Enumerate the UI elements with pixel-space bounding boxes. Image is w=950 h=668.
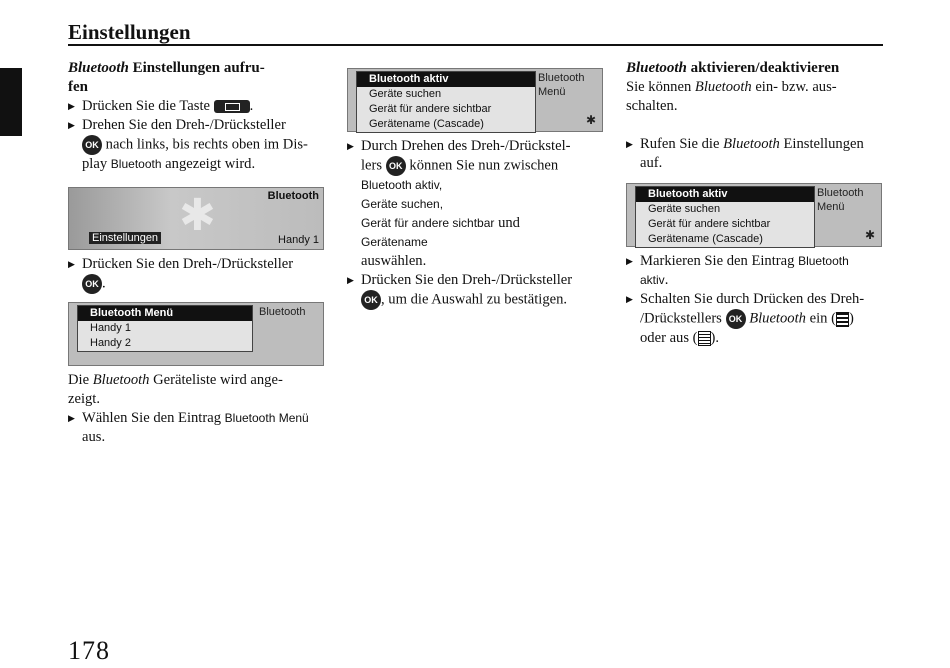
- lcd-settings-menu-2: [626, 183, 882, 247]
- menu-title: Bluetooth Menü: [78, 306, 252, 321]
- list-item: Geräte suchen: [369, 88, 442, 100]
- list-item: Gerät für andere sichtbar: [369, 103, 492, 115]
- menu-list: [356, 71, 536, 133]
- lcd-title: Bluetooth: [267, 190, 319, 202]
- column-3: [626, 59, 883, 173]
- lcd-handy-label: Handy 1: [278, 234, 319, 246]
- menu-list: [635, 186, 815, 248]
- column-1: [68, 59, 324, 174]
- paragraph-devices: Die Bluetooth Geräteliste wird ange- zeigt.: [68, 372, 283, 407]
- chapter-marker: [0, 68, 22, 136]
- step-4: ▶ Wählen Sie den Eintrag Bluetooth Menü aus.: [68, 409, 324, 447]
- lcd-bluetooth-screen: [68, 187, 324, 250]
- section-heading-1: Bluetooth Einstellungen aufru- fen: [68, 60, 265, 95]
- ok-knob-icon: OK: [361, 290, 381, 310]
- column-2: [347, 137, 603, 310]
- ok-knob-icon: OK: [82, 274, 102, 294]
- bluetooth-icon: ✱: [864, 228, 875, 242]
- list-item: Gerätename (Cascade): [369, 118, 484, 130]
- list-item: Geräte suchen: [648, 203, 721, 215]
- column-3b: [626, 252, 883, 348]
- bluetooth-logo-icon: ✱: [179, 191, 216, 240]
- info-key-icon: [214, 100, 250, 113]
- page-title: Einstellungen: [68, 20, 191, 44]
- list-item: Handy 2: [90, 337, 131, 349]
- ok-knob-icon: OK: [386, 156, 406, 176]
- menu-list: [77, 305, 253, 352]
- ok-knob-icon: OK: [726, 309, 746, 329]
- step-select: ▶ Durch Drehen des Dreh-/Drückstel- lers OK können Sie nun zwischen Bluetooth aktiv, Geräte suchen, Gerät für andere sichtbar und Gerätename auswählen.: [347, 137, 603, 271]
- lcd-side-label: Bluetooth Menü: [538, 72, 585, 98]
- lcd-side-label: Bluetooth Menü: [817, 187, 864, 213]
- checkbox-on-icon: [836, 312, 849, 327]
- header-rule: [68, 44, 883, 46]
- lcd-side-label: Bluetooth: [259, 306, 306, 318]
- column-1b: [68, 255, 324, 294]
- page-number: 178: [68, 636, 110, 665]
- lcd-bluetooth-menu: [68, 302, 324, 366]
- step-mark-entry: ▶ Markieren Sie den Eintrag Bluetooth aktiv.: [626, 252, 883, 290]
- section-heading-2: Bluetooth aktivieren/deaktivieren: [626, 60, 840, 76]
- list-item: Bluetooth aktiv: [636, 187, 814, 202]
- ok-knob-icon: OK: [82, 135, 102, 155]
- list-item: Gerät für andere sichtbar: [648, 218, 771, 230]
- step-confirm: ▶ Drücken Sie den Dreh-/Drücksteller OK , um die Auswahl zu bestätigen.: [347, 271, 603, 310]
- checkbox-off-icon: [698, 331, 711, 346]
- step-open-settings: ▶ Rufen Sie die Bluetooth Einstellungen auf.: [626, 135, 883, 173]
- intro-paragraph: Sie können Bluetooth ein- bzw. aus- schalten.: [626, 79, 837, 114]
- step-1: ▶ Drücken Sie die Taste .: [68, 97, 324, 116]
- step-3: ▶ Drücken Sie den Dreh-/Drücksteller OK .: [68, 255, 324, 294]
- column-1c: [68, 371, 324, 447]
- lcd-label-einstellungen: Einstellungen: [89, 232, 161, 244]
- step-toggle: ▶ Schalten Sie durch Drücken des Dreh- /Drückstellers OK Bluetooth ein ( ) oder aus ( ).: [626, 290, 883, 348]
- bluetooth-icon: ✱: [585, 113, 596, 127]
- list-item: Bluetooth aktiv: [357, 72, 535, 87]
- list-item: Gerätename (Cascade): [648, 233, 763, 245]
- step-2: ▶ Drehen Sie den Dreh-/Drücksteller OK nach links, bis rechts oben im Dis- play Bluetooth angezeigt wird.: [68, 116, 324, 174]
- lcd-settings-menu: [347, 68, 603, 132]
- list-item: Handy 1: [90, 322, 131, 334]
